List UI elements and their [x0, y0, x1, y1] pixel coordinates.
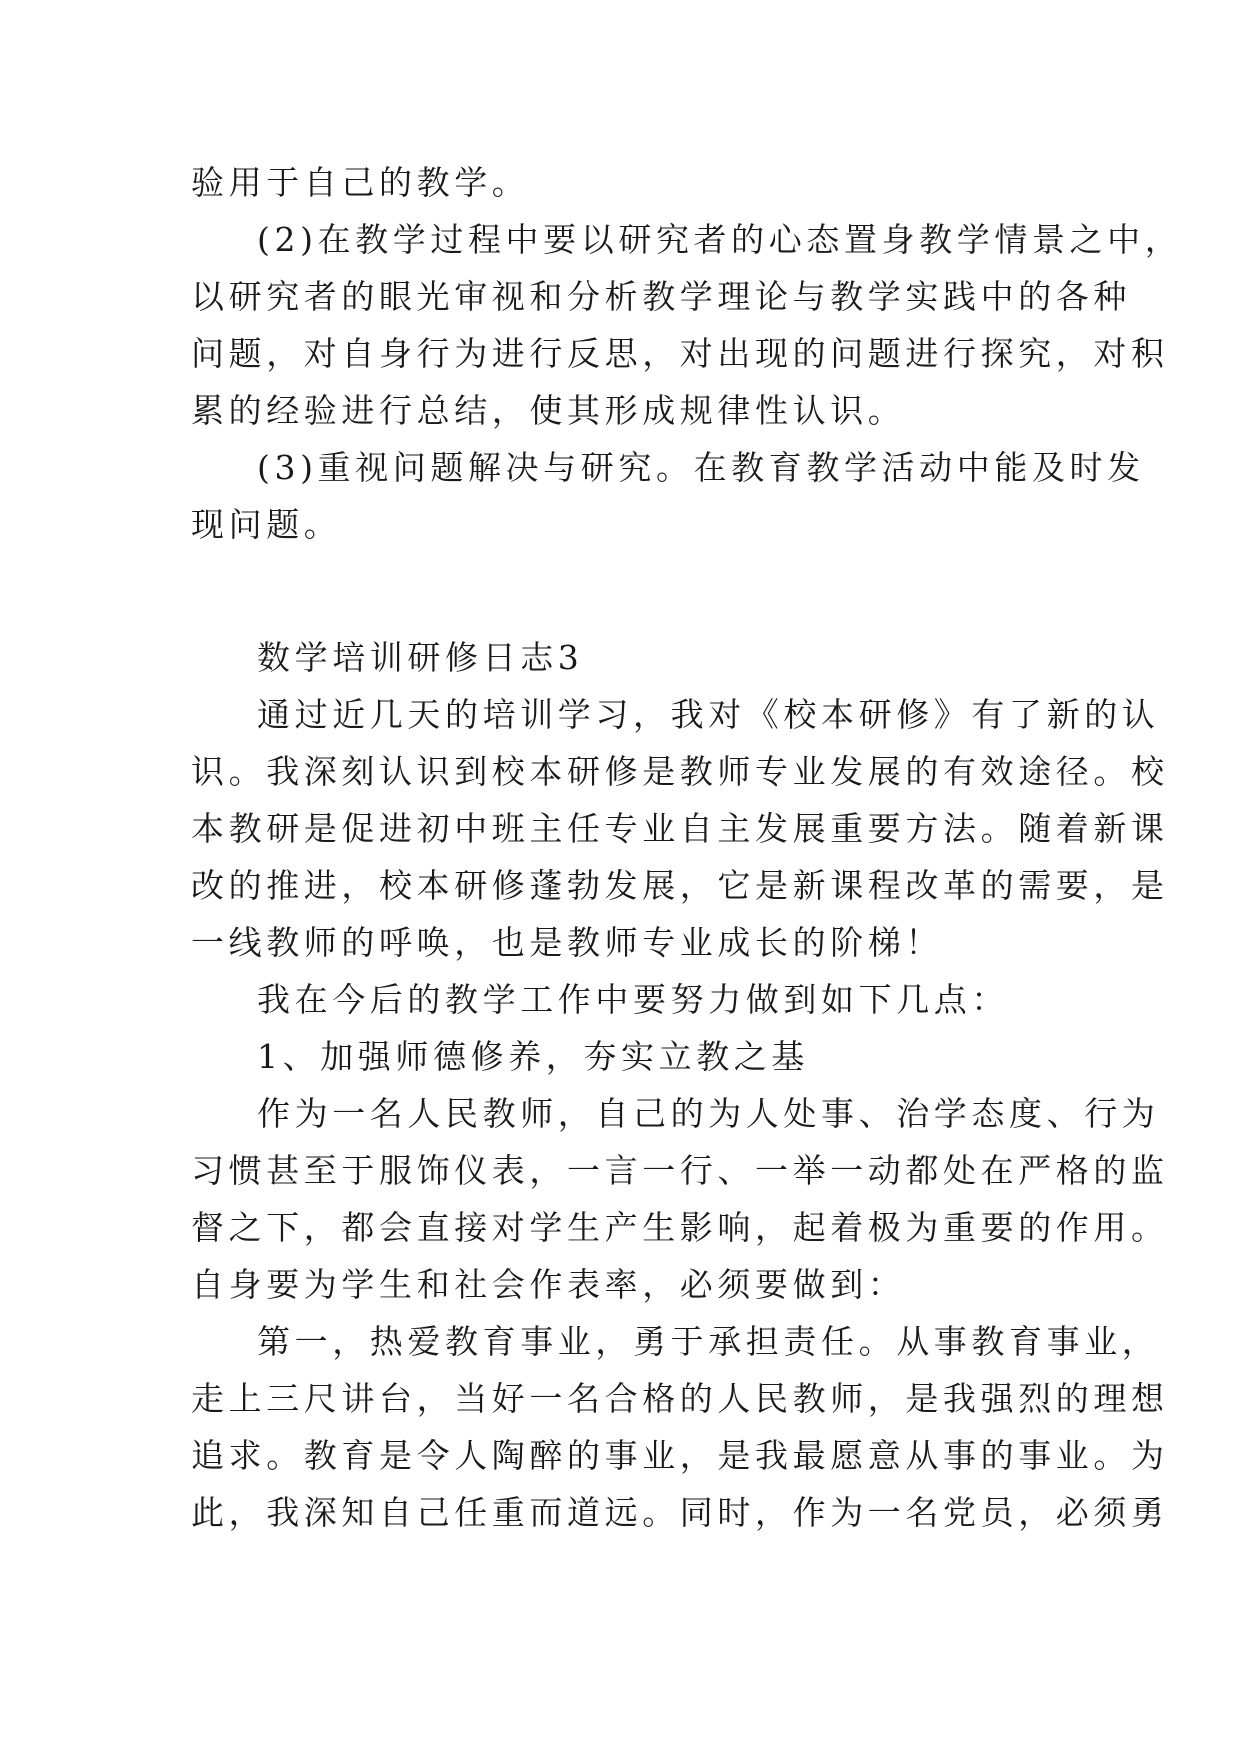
list-item-2 — [191, 211, 1183, 439]
text-line: 此，我深知自己任重而道远。同时，作为一名党员，必须勇 — [191, 1493, 1169, 1532]
list-item-3 — [191, 439, 1145, 553]
text-line: 本教研是促进初中班主任专业自主发展重要方法。随着新课 — [191, 809, 1169, 848]
text-line: 习惯甚至于服饰仪表，一言一行、一举一动都处在严格的监 — [191, 1151, 1169, 1190]
text-line: 走上三尺讲台，当好一名合格的人民教师，是我强烈的理想 — [191, 1379, 1169, 1418]
paragraph-continuation — [191, 154, 1051, 211]
text-line: 第一，热爱教育事业，勇于承担责任。从事教育事业， — [257, 1322, 1160, 1361]
text-line: 一线教师的呼唤，也是教师专业成长的阶梯！ — [191, 923, 943, 962]
text-line: 追求。教育是令人陶醉的事业，是我最愿意从事的事业。为 — [191, 1436, 1169, 1475]
text-line: 自身要为学生和社会作表率，必须要做到： — [191, 1265, 906, 1304]
text-line: 现问题。 — [191, 505, 342, 544]
point-heading-1 — [191, 1028, 1051, 1085]
paragraph-goals — [191, 971, 1051, 1028]
text-line: 问题，对自身行为进行反思，对出现的问题进行探究，对积 — [191, 334, 1169, 373]
text-line: 验用于自己的教学。 — [191, 163, 530, 202]
text-line: (2)在教学过程中要以研究者的心态置身教学情景之中， — [257, 220, 1183, 259]
paragraph-ethics — [191, 1085, 1169, 1313]
text-line: 识。我深刻认识到校本研修是教师专业发展的有效途径。校 — [191, 752, 1169, 791]
text-line: 督之下，都会直接对学生产生影响，起着极为重要的作用。 — [191, 1208, 1169, 1247]
paragraph-first — [191, 1313, 1169, 1541]
section-title — [191, 629, 1051, 686]
document-body — [191, 154, 1183, 1541]
text-line: 改的推进，校本研修蓬勃发展，它是新课程改革的需要，是 — [191, 866, 1169, 905]
text-line: 累的经验进行总结，使其形成规律性认识。 — [191, 391, 906, 430]
text-line: 通过近几天的培训学习，我对《校本研修》有了新的认 — [257, 695, 1160, 734]
paragraph-intro — [191, 686, 1169, 971]
text-line: 以研究者的眼光审视和分析教学理论与教学实践中的各种 — [191, 277, 1131, 316]
text-line: 作为一名人民教师，自己的为人处事、治学态度、行为 — [257, 1094, 1160, 1133]
text-line: 我在今后的教学工作中要努力做到如下几点： — [257, 980, 1009, 1019]
section-spacer — [191, 553, 1051, 629]
text-line: 1、加强师德修养，夯实立教之基 — [257, 1037, 809, 1076]
section-heading: 数学培训研修日志3 — [257, 638, 584, 677]
text-line: (3)重视问题解决与研究。在教育教学活动中能及时发 — [257, 448, 1145, 487]
